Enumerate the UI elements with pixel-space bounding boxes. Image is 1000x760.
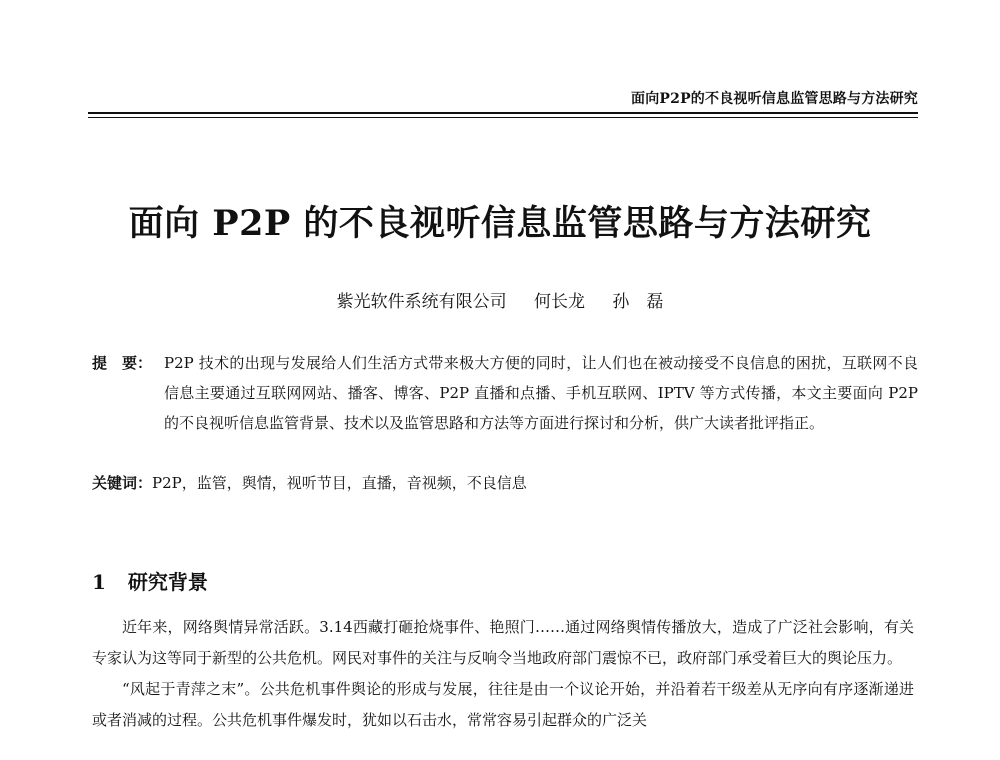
section-title: 研究背景 bbox=[127, 570, 208, 594]
paper-title: 面向 P2P 的不良视听信息监管思路与方法研究 bbox=[128, 203, 872, 244]
section-number: 1 bbox=[92, 570, 106, 594]
header-rule-thin bbox=[88, 117, 918, 118]
section-heading bbox=[92, 566, 208, 595]
affiliation: 紫光软件系统有限公司 bbox=[336, 292, 507, 312]
author-line bbox=[0, 287, 1000, 312]
abstract-label: 提 要： bbox=[92, 354, 153, 372]
body-paragraph: 近年来，网络舆情异常活跃。3.14西藏打砸抢烧事件、艳照门……通过网络舆情传播放大，造成了广泛社会影响，有关专家认为这等同于新型的公共危机。网民对事件的关注与反响令当地政府部门震惊不已，政府部门承受着巨大的舆论压力。 bbox=[92, 618, 914, 667]
running-head: 面向P2P的不良视听信息监管思路与方法研究 bbox=[631, 91, 918, 107]
abstract bbox=[92, 348, 918, 438]
author-name: 何长龙 bbox=[534, 292, 585, 312]
abstract-text: P2P 技术的出现与发展给人们生活方式带来极大方便的同时，让人们也在被动接受不良信息的困扰，互联网不良信息主要通过互联网网站、播客、博客、P2P 直播和点播、手机互联网、IPTV 等方式传播，本文主要面向 P2P 的不良视听信息监管背景、技术以及监管思路和方法等方面进行探讨和分析，供广大读者批评指正。 bbox=[164, 354, 918, 432]
body-paragraph: “风起于青萍之末”。公共危机事件舆论的形成与发展，往往是由一个议论开始，并沿着若干级差从无序向有序逐渐递进或者消减的过程。公共危机事件爆发时，犹如以石击水，常常容易引起群众的广泛关 bbox=[92, 680, 914, 729]
keywords-label: 关键词： bbox=[92, 474, 153, 492]
keywords bbox=[92, 472, 527, 493]
section-body bbox=[92, 612, 914, 736]
keywords-text: P2P，监管，舆情，视听节目，直播，音视频，不良信息 bbox=[152, 474, 527, 492]
author-name: 孙 磊 bbox=[612, 292, 664, 312]
header-rule-thick bbox=[88, 112, 918, 114]
